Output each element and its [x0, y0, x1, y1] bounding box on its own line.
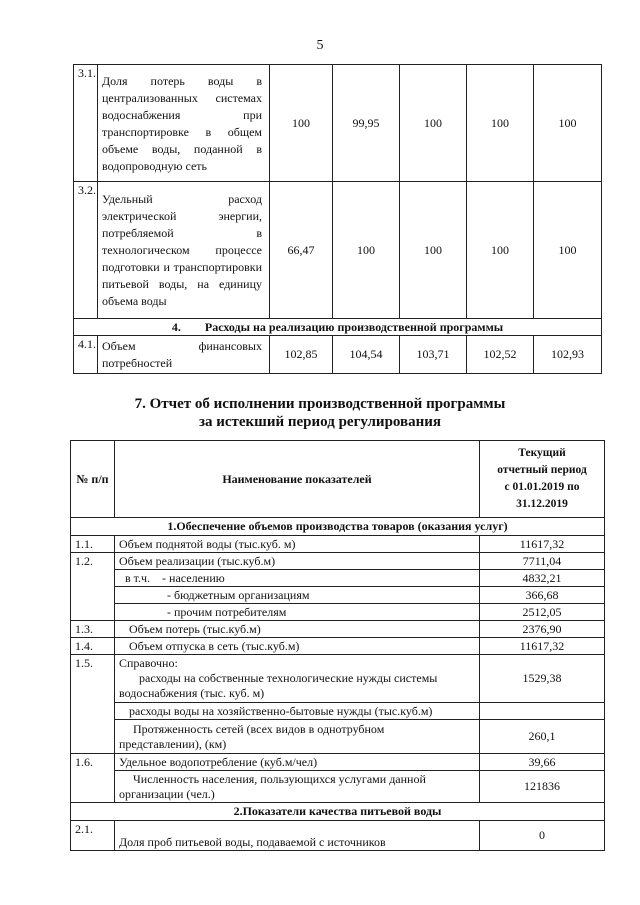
header-number: № п/п	[71, 441, 115, 518]
row-number: 3.1.	[74, 65, 98, 182]
row-name	[115, 771, 480, 803]
row-name-line: организации (чел.)	[119, 786, 215, 801]
header-period-line: Текущий	[518, 447, 566, 459]
row-name: Доля проб питьевой воды, подаваемой с источников	[115, 821, 480, 851]
row-number: 1.6.	[71, 754, 115, 803]
row-name: Объем финансовых потребностей	[98, 336, 270, 374]
row-name-line: расходы на собственные технологические нужды системы	[139, 671, 438, 685]
section-heading: 4. Расходы на реализацию производственной программы	[74, 319, 602, 336]
row-value: 100	[400, 182, 467, 319]
table-row	[74, 336, 602, 374]
program-report-table	[70, 440, 605, 851]
row-number: 4.1.	[74, 336, 98, 374]
row-name-line: Протяженность сетей (всех видов в однотрубном	[133, 721, 385, 736]
row-value: 11617,32	[480, 536, 605, 553]
row-name: расходы воды на хозяйственно-бытовые нужды (тыс.куб.м)	[115, 703, 480, 720]
header-period-line: 31.12.2019	[516, 498, 568, 510]
row-number: 1.1.	[71, 536, 115, 553]
row-value	[480, 703, 605, 720]
table-row	[71, 703, 605, 720]
row-value: 2512,05	[480, 604, 605, 621]
row-value: 366,68	[480, 587, 605, 604]
row-name: Удельный расход электрической энергии, потребляемой в технологическом процессе подготовки и транспортировки питьевой воды, на единицу объема воды	[98, 182, 270, 319]
section-row	[71, 518, 605, 536]
row-value: 260,1	[480, 720, 605, 754]
row-name: - бюджетным организациям	[115, 587, 480, 604]
row-value: 100	[400, 65, 467, 182]
section-title-line-2: за истекший период регулирования	[198, 414, 442, 430]
row-value: 39,66	[480, 754, 605, 771]
table-row	[74, 65, 602, 182]
table-row	[71, 553, 605, 570]
row-value: 99,95	[333, 65, 400, 182]
row-name: Объем поднятой воды (тыс.куб. м)	[115, 536, 480, 553]
row-name-line: Численность населения, пользующихся услугами данной	[133, 771, 426, 786]
row-value: 2376,90	[480, 621, 605, 638]
row-value: 100	[270, 65, 333, 182]
row-value: 100	[467, 65, 534, 182]
row-name	[115, 720, 480, 754]
table-row	[71, 621, 605, 638]
row-value: 103,71	[400, 336, 467, 374]
table-row	[71, 604, 605, 621]
table-row	[71, 821, 605, 851]
row-value: 121836	[480, 771, 605, 803]
row-value: 100	[534, 182, 602, 319]
header-row	[71, 441, 605, 518]
table-row	[71, 570, 605, 587]
table-row	[71, 754, 605, 771]
row-name: - прочим потребителям	[115, 604, 480, 621]
row-value: 102,93	[534, 336, 602, 374]
section-heading: 1.Обеспечение объемов производства товаров (оказания услуг)	[71, 518, 605, 536]
table-row	[71, 587, 605, 604]
row-value: 102,85	[270, 336, 333, 374]
row-prefix: в т.ч.	[125, 570, 151, 585]
table-row	[71, 655, 605, 703]
row-value: 104,54	[333, 336, 400, 374]
row-value: 1529,38	[480, 655, 605, 703]
row-name-text: - населению	[162, 570, 225, 585]
row-name	[115, 655, 480, 703]
table-row	[71, 720, 605, 754]
row-value: 66,47	[270, 182, 333, 319]
page-number: 5	[316, 38, 324, 53]
row-number: 1.5.	[71, 655, 115, 754]
table-row	[71, 638, 605, 655]
row-number: 2.1.	[71, 821, 115, 851]
header-period-line: с 01.01.2019 по	[504, 481, 580, 493]
row-value: 4832,21	[480, 570, 605, 587]
row-name: Объем потерь (тыс.куб.м)	[115, 621, 480, 638]
row-number: 3.2.	[74, 182, 98, 319]
header-period-line: отчетный период	[497, 464, 587, 476]
row-value: 7711,04	[480, 553, 605, 570]
indicators-table-continued	[73, 64, 602, 374]
table-row	[71, 536, 605, 553]
row-name: Объем отпуска в сеть (тыс.куб.м)	[115, 638, 480, 655]
row-name: Объем реализации (тыс.куб.м)	[115, 553, 480, 570]
table-row	[71, 771, 605, 803]
row-number: 1.4.	[71, 638, 115, 655]
row-number: 1.3.	[71, 621, 115, 638]
row-value: 0	[480, 821, 605, 851]
row-value: 11617,32	[480, 638, 605, 655]
section-row	[74, 319, 602, 336]
header-name: Наименование показателей	[115, 441, 480, 518]
table-row	[74, 182, 602, 319]
row-name: Доля потерь воды в централизованных системах водоснабжения при транспортировке в общем объеме воды, поданной в водопроводную сеть	[98, 65, 270, 182]
header-period	[480, 441, 605, 518]
row-value: 100	[333, 182, 400, 319]
section-heading: 2.Показатели качества питьевой воды	[71, 803, 605, 821]
section-title-line-1: 7. Отчет об исполнении производственной программы	[134, 396, 506, 412]
row-value: 100	[534, 65, 602, 182]
row-name-line: водоснабжения (тыс. куб. м)	[119, 686, 265, 700]
section-row	[71, 803, 605, 821]
row-label: Справочно:	[119, 656, 178, 670]
row-name	[115, 570, 480, 587]
row-value: 100	[467, 182, 534, 319]
row-value: 102,52	[467, 336, 534, 374]
row-name-line: представлении), (км)	[119, 736, 227, 751]
row-name: Удельное водопотребление (куб.м/чел)	[115, 754, 480, 771]
row-number: 1.2.	[71, 553, 115, 621]
